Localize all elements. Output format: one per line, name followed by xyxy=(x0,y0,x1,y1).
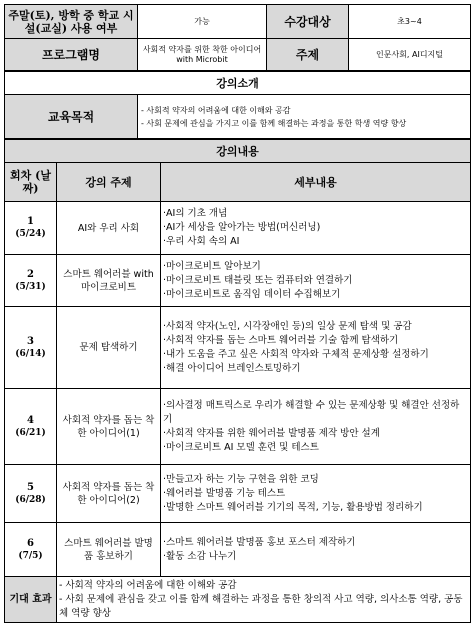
table-row xyxy=(5,202,471,255)
table-row xyxy=(5,465,471,523)
effect-line: - 사회 문제에 관심을 갖고 이를 함께 해결하는 과정을 통한 창의적 사고 역량, 의사소통 역량, 공동체 역량 향상 xyxy=(59,593,463,619)
session-number: 4 xyxy=(27,414,34,426)
content-title: 강의내용 xyxy=(5,140,471,163)
target-value: 초3~4 xyxy=(349,5,471,39)
detail-line: ·마이크로비트 AI 모델 훈련 및 테스트 xyxy=(163,441,319,453)
session-number: 1 xyxy=(27,216,34,227)
detail-line: ·의사결정 매트릭스로 우리가 해결할 수 있는 문제상황 및 해결안 선정하기 xyxy=(163,399,460,425)
topic-cell: 사회적 약자를 돕는 착한 아이디어(2) xyxy=(57,465,161,523)
session-cell xyxy=(5,523,57,577)
detail-line: ·사회적 약자를 돕는 스마트 웨어러블 기술 함께 탐색하기 xyxy=(163,334,399,346)
detail-cell xyxy=(161,389,471,465)
detail-line: ·발명한 스마트 웨어러블 기기의 목적, 기능, 활용방법 정리하기 xyxy=(163,501,423,513)
col-session-header: 회차 (날짜) xyxy=(5,163,57,202)
detail-cell xyxy=(161,523,471,577)
session-date: (6/14) xyxy=(15,348,46,359)
content-table xyxy=(4,139,471,623)
detail-cell xyxy=(161,202,471,255)
detail-line: ·마이크로비트로 움직임 데이터 수집해보기 xyxy=(163,288,341,300)
detail-line: ·해결 아이디어 브레인스토밍하기 xyxy=(163,362,301,374)
topic-cell: 스마트 웨어러블 발명품 홍보하기 xyxy=(57,523,161,577)
intro-title: 강의소개 xyxy=(5,72,471,95)
detail-line: ·내가 도움을 주고 싶은 사회적 약자와 구체적 문제상황 설정하기 xyxy=(163,348,429,360)
session-cell xyxy=(5,389,57,465)
session-date: (6/28) xyxy=(15,494,46,505)
topic-cell: 스마트 웨어러블 with 마이크로비트 xyxy=(57,255,161,307)
effect-row xyxy=(5,577,471,623)
session-number: 3 xyxy=(27,335,34,347)
usage-label: 주말(토), 방학 중 학교 시설(교실) 사용 여부 xyxy=(5,5,138,39)
col-detail-header: 세부내용 xyxy=(161,163,471,202)
session-date: (6/21) xyxy=(15,427,46,438)
goal-item: - 사회 문제에 관심을 가지고 이를 함께 해결하는 과정을 통한 학생 역량 향상 xyxy=(141,118,407,128)
goal-item: - 사회적 약자의 어려움에 대한 이해와 공감 xyxy=(141,105,291,115)
topic-cell: AI와 우리 사회 xyxy=(57,202,161,255)
program-label: 프로그램명 xyxy=(5,39,138,71)
session-number: 6 xyxy=(27,537,34,549)
detail-line: ·만들고자 하는 기능 구현을 위한 코딩 xyxy=(163,473,319,485)
theme-label: 주제 xyxy=(267,39,349,71)
detail-cell xyxy=(161,307,471,389)
detail-line: ·AI의 기초 개념 xyxy=(163,208,228,219)
detail-line: ·웨어러블 발명품 기능 테스트 xyxy=(163,487,286,499)
col-topic-header: 강의 주제 xyxy=(57,163,161,202)
session-number: 2 xyxy=(27,268,34,280)
detail-line: ·마이크로비트 알아보기 xyxy=(163,260,261,272)
session-cell xyxy=(5,307,57,389)
effect-cell xyxy=(57,577,471,623)
lecture-plan-document xyxy=(4,4,470,623)
effect-line: - 사회적 약자의 어려움에 대한 이해와 공감 xyxy=(59,579,237,591)
detail-line: ·활동 소감 나누기 xyxy=(163,550,237,562)
topic-cell: 문제 탐색하기 xyxy=(57,307,161,389)
detail-line: ·사회적 약자를 위한 웨어러블 발명품 제작 방안 설계 xyxy=(163,427,380,439)
session-cell xyxy=(5,202,57,255)
theme-value: 인문사회, AI디지털 xyxy=(349,39,471,71)
session-date: (5/24) xyxy=(15,229,46,239)
session-date: (5/31) xyxy=(15,281,46,292)
target-label: 수강대상 xyxy=(267,5,349,39)
goal-list xyxy=(138,95,471,139)
intro-table xyxy=(4,71,471,139)
table-row xyxy=(5,389,471,465)
table-row xyxy=(5,255,471,307)
usage-value: 가능 xyxy=(138,5,267,39)
detail-line: ·마이크로비트 태블릿 또는 컴퓨터와 연결하기 xyxy=(163,274,353,286)
detail-cell xyxy=(161,255,471,307)
program-value: 사회적 약자를 위한 착한 아이디어 with Microbit xyxy=(138,39,267,71)
detail-cell xyxy=(161,465,471,523)
detail-line: ·사회적 약자(노인, 시각장애인 등)의 일상 문제 탐색 및 공감 xyxy=(163,320,412,332)
info-table xyxy=(4,4,471,71)
effect-label: 기대 효과 xyxy=(5,577,57,623)
session-number: 5 xyxy=(27,481,34,493)
session-cell xyxy=(5,465,57,523)
detail-line: ·스마트 웨어러블 발명품 홍보 포스터 제작하기 xyxy=(163,536,356,548)
detail-line: ·우리 사회 속의 AI xyxy=(163,236,240,247)
table-row xyxy=(5,307,471,389)
session-cell xyxy=(5,255,57,307)
topic-cell: 사회적 약자를 돕는 착한 아이디어(1) xyxy=(57,389,161,465)
goal-label: 교육목적 xyxy=(5,95,138,139)
detail-line: ·AI가 세상을 알아가는 방법(머신러닝) xyxy=(163,222,321,233)
session-date: (7/5) xyxy=(18,550,43,561)
table-row xyxy=(5,523,471,577)
